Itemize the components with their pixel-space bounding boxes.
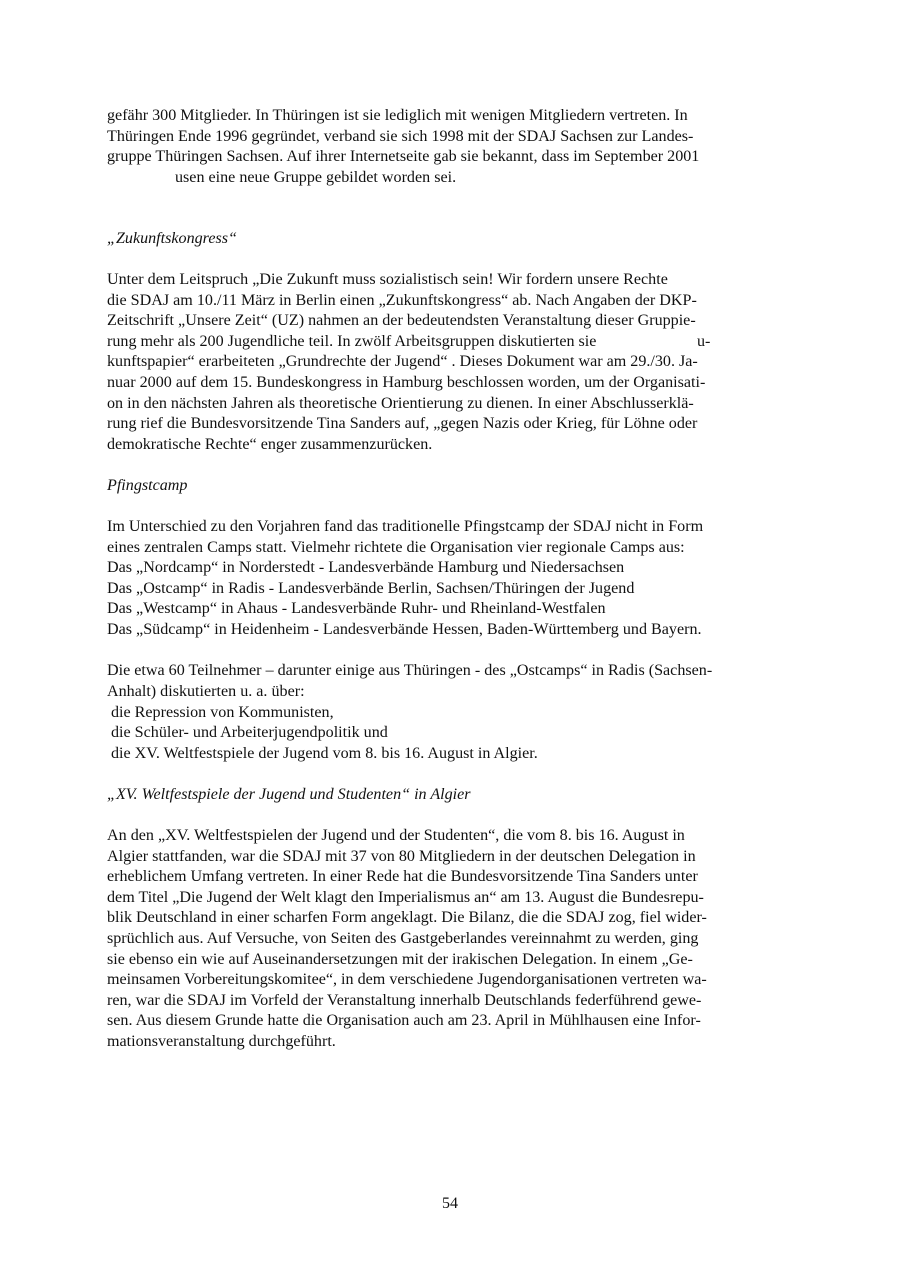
list-item: die Repression von Kommunisten,	[111, 703, 334, 721]
page-number: 54	[442, 1195, 458, 1212]
text-line: Das „Südcamp“ in Heidenheim - Landesverbände Hessen, Baden-Württemberg und Bayern.	[107, 620, 702, 638]
text-line: usen eine neue Gruppe gebildet worden sei.	[175, 168, 457, 186]
text-line: demokratische Rechte“ enger zusammenzurücken.	[107, 435, 433, 453]
section-heading-pfingstcamp: Pfingstcamp	[107, 477, 188, 495]
text-line: gefähr 300 Mitglieder. In Thüringen ist sie lediglich mit wenigen Mitgliedern vertreten. In	[107, 107, 688, 124]
ostcamp-paragraph	[107, 661, 753, 764]
pfingstcamp-paragraph	[107, 517, 753, 641]
text-line: Das „Nordcamp“ in Norderstedt - Landesverbände Hamburg und Niedersachsen	[107, 559, 625, 577]
text-line: dem Titel „Die Jugend der Welt klagt den Imperialismus an“ am 13. August die Bundesrepu-	[107, 888, 704, 906]
text-line: Das „Westcamp“ in Ahaus - Landesverbände Ruhr- und Rheinland-Westfalen	[107, 600, 606, 618]
section-heading-weltfestspiele: „XV. Weltfestspiele der Jugend und Studenten“ in Algier	[107, 786, 471, 804]
text-line: An den „XV. Weltfestspielen der Jugend und der Studenten“, die vom 8. bis 16. August in	[107, 827, 685, 845]
document-page	[107, 106, 753, 1053]
text-line: gruppe Thüringen Sachsen. Auf ihrer Internetseite gab sie bekannt, dass im September 2001	[107, 148, 700, 166]
text-line: erheblichem Umfang vertreten. In einer Rede hat die Bundesvorsitzende Tina Sanders unter	[107, 868, 698, 886]
text-line: Unter dem Leitspruch „Die Zukunft muss sozialistisch sein! Wir fordern unsere Rechte	[107, 270, 668, 288]
text-line: sie ebenso ein wie auf Auseinandersetzungen mit der irakischen Delegation. In einem „Ge-	[107, 950, 693, 968]
text-line: Anhalt) diskutierten u. a. über:	[107, 683, 305, 701]
text-line: Das „Ostcamp“ in Radis - Landesverbände Berlin, Sachsen/Thüringen der Jugend	[107, 579, 635, 597]
text-line: on in den nächsten Jahren als theoretische Orientierung zu dienen. In einer Abschlusserklä-	[107, 394, 694, 412]
text-line: kunftspapier“ erarbeiteten „Grundrechte der Jugend“ . Dieses Dokument war am 29./30. Ja-	[107, 353, 698, 371]
section-heading-zukunftskongress: „Zukunftskongress“	[107, 230, 237, 248]
text-line: rung mehr als 200 Jugendliche teil. In zwölf Arbeitsgruppen diskutierten sie u-	[107, 332, 711, 350]
text-line: Im Unterschied zu den Vorjahren fand das traditionelle Pfingstcamp der SDAJ nicht in Form	[107, 517, 704, 535]
list-item: die Schüler- und Arbeiterjugendpolitik und	[111, 724, 388, 742]
list-item: die XV. Weltfestspiele der Jugend vom 8. bis 16. August in Algier.	[111, 744, 538, 762]
text-line: blik Deutschland in einer scharfen Form angeklagt. Die Bilanz, die die SDAJ zog, fiel wider-	[107, 909, 707, 927]
text-line: Die etwa 60 Teilnehmer – darunter einige aus Thüringen - des „Ostcamps“ in Radis (Sachsen-	[107, 662, 713, 680]
text-line: sprüchlich aus. Auf Versuche, von Seiten des Gastgeberlandes vereinnahmt zu werden, ging	[107, 930, 699, 947]
text-line: die SDAJ am 10./11 März in Berlin einen „Zukunftskongress“ ab. Nach Angaben der DKP-	[107, 291, 697, 309]
text-line: ren, war die SDAJ im Vorfeld der Veranstaltung innerhalb Deutschlands federführend gewe-	[107, 991, 702, 1009]
text-line: Thüringen Ende 1996 gegründet, verband sie sich 1998 mit der SDAJ Sachsen zur Landes-	[107, 127, 694, 145]
text-line: nuar 2000 auf dem 15. Bundeskongress in Hamburg beschlossen worden, um der Organisati-	[107, 373, 706, 391]
text-line: meinsamen Vorbereitungskomitee“, in dem verschiedene Jugendorganisationen vertreten wa-	[107, 971, 707, 989]
text-line: rung rief die Bundesvorsitzende Tina Sanders auf, „gegen Nazis oder Krieg, für Löhne oder	[107, 415, 698, 433]
text-line: Zeitschrift „Unsere Zeit“ (UZ) nahmen an der bedeutendsten Veranstaltung dieser Gruppie-	[107, 312, 696, 330]
weltfestspiele-paragraph	[107, 826, 753, 1053]
text-line: sen. Aus diesem Grunde hatte die Organisation auch am 23. April in Mühlhausen eine Infor-	[107, 1012, 701, 1030]
zukunftskongress-paragraph	[107, 270, 753, 455]
text-line: Algier stattfanden, war die SDAJ mit 37 von 80 Mitgliedern in der deutschen Delegation in	[107, 847, 696, 865]
intro-paragraph	[107, 106, 753, 188]
text-line: mationsveranstaltung durchgeführt.	[107, 1032, 336, 1050]
text-line: eines zentralen Camps statt. Vielmehr richtete die Organisation vier regionale Camps aus:	[107, 538, 685, 556]
